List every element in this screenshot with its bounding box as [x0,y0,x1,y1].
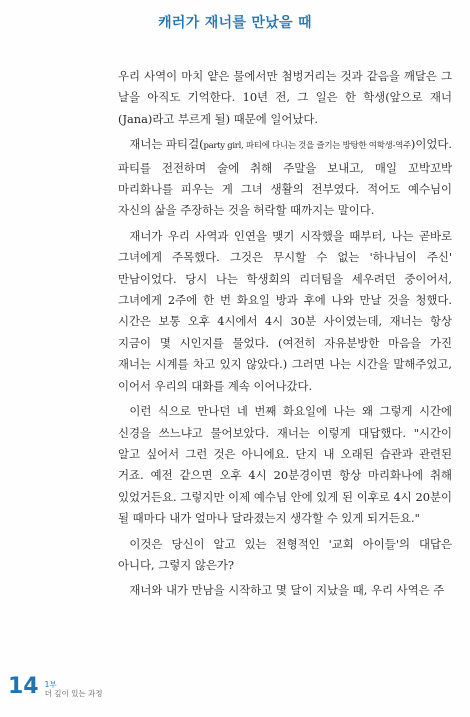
body-text [118,66,452,606]
translator-note: party girl, 파티에 다니는 것을 즐기는 방탕한 여학생-역주 [203,141,411,152]
paragraph-5: 이것은 당신이 알고 있는 전형적인 '교회 아이들'의 대답은 아니다, 그렇지 않은가? [118,536,452,572]
paragraph-2-text-end: )이었다. 파티를 전전하며 술에 취해 주말을 보내고, 매일 꼬박꼬박 마리화나를 피우는 게 그녀 생활의 전부였다. 적어도 예수님이 자신의 삶을 주장하는 것을 허락할 때까지는 말이다. [118,137,452,218]
paragraph-2-text-start: 재너는 파티걸( [129,137,204,152]
part-label: 1부 [44,680,57,689]
running-footer [45,680,103,698]
paragraph-3: 재너가 우리 사역과 인연을 맺기 시작했을 때부터, 나는 곧바로 그녀에게 주목했다. 그것은 무시할 수 없는 '하나님이 주신' 만남이었다. 당시 나는 학생회의 리더팀을 세우려던 중이어서, 그녀에게 2주에 한 번 화요일 방과 후에 나와 만날 것을 청했다. 시간은 보통 오후 4시에서 4시 30분 사이였는데, 재너는 항상 지금이 몇 시인지를 물었다. (여전히 자유분방한 마음을 가진 재너는 시계를 차고 있지 않았다.) 그러면 나는 시간을 말해주었고, 이어서 우리의 대화를 계속 이어나갔다. [118,228,452,393]
paragraph-1 [118,66,452,130]
page-number: 14 [8,674,39,699]
paragraph-4: 이런 식으로 만나던 네 번째 화요일에 나는 왜 그렇게 시간에 신경을 쓰느냐고 물어보았다. 재너는 이렇게 대답했다. "시간이 알고 싶어서 그런 것은 아니에요. 단지 내 오래된 습관과 관련된 거죠. 예전 같으면 오후 4시 20분경이면 항상 마리화나에 취해 있었거든요. 그렇지만 이제 예수님 안에 있게 된 이후로 4시 20분이 될 때마다 내가 얼마나 달라졌는지 생각할 수 있게 되거든요." [118,404,452,526]
paragraph-1-text: 우리 사역이 마치 얕은 물에서만 첨벙거리는 것과 같음을 깨달은 그 날을 아직도 기억한다. 10년 전, 그 일은 한 학생(앞으로 재너(Jana)라고 부르게 될) 때문에 일어났다. [118,69,452,126]
chapter-title: 캐러가 재너를 만났을 때 [158,15,312,31]
page-folio [8,676,103,698]
paragraph-6: 재너와 내가 만남을 시작하고 몇 달이 지났을 때, 우리 사역은 주 [129,583,445,598]
part-title: 더 깊이 있는 과정 [44,689,103,698]
paragraph-2 [118,134,452,222]
